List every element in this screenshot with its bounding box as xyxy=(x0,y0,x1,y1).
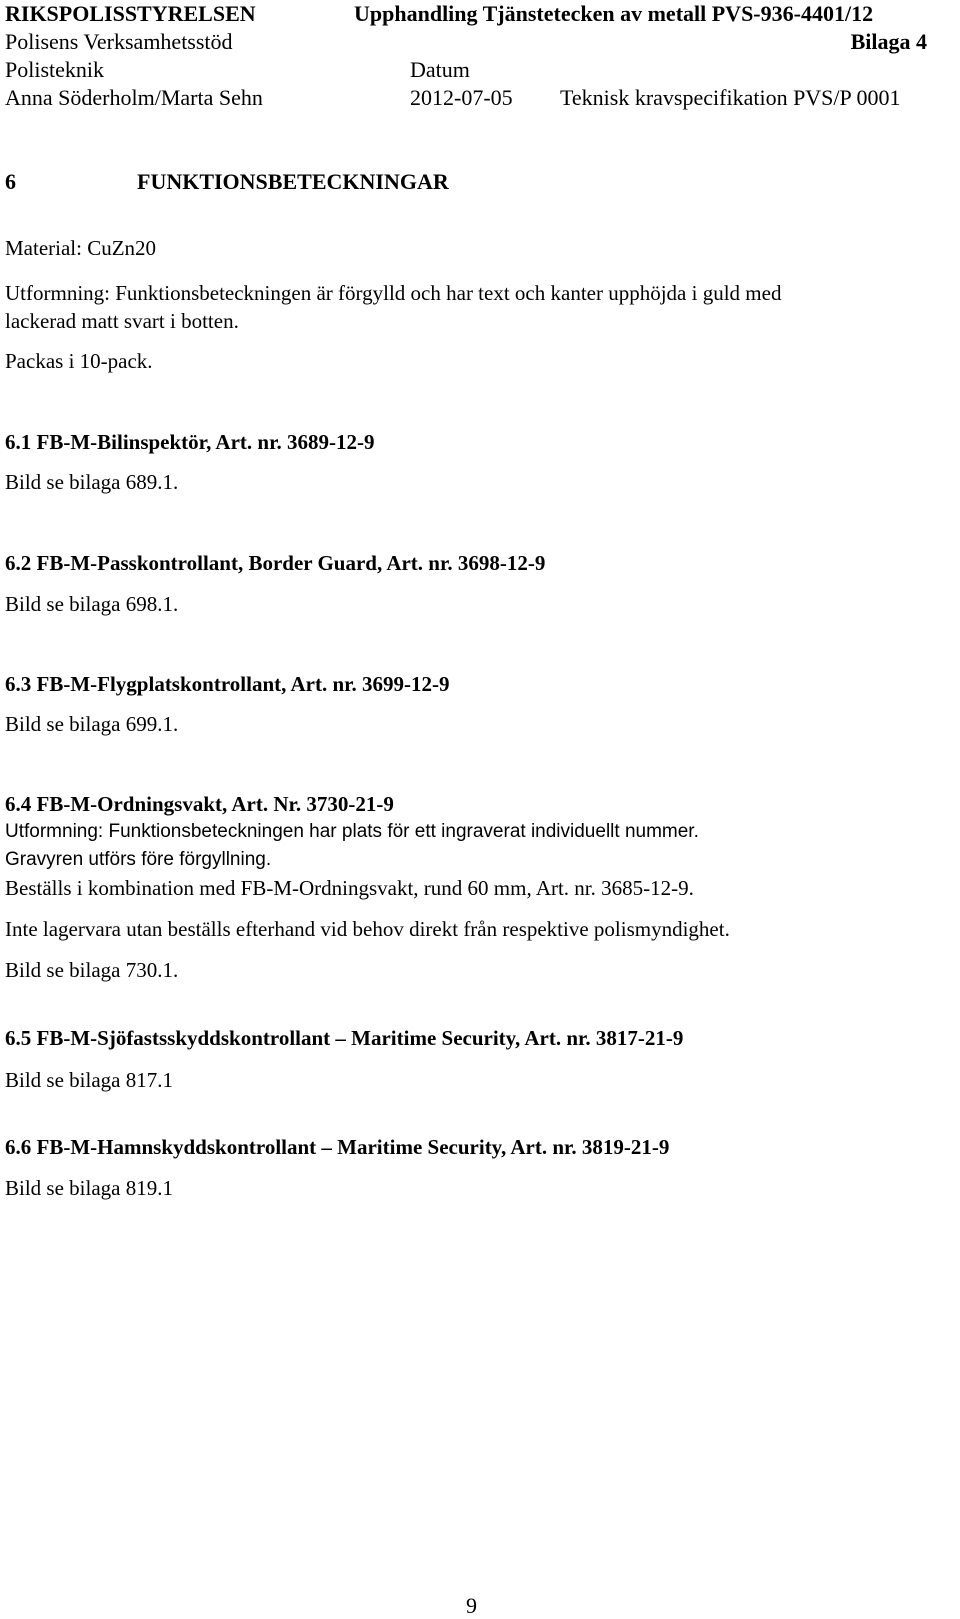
design-line-1: Utformning: Funktionsbeteckningen är förgylld och har text och kanter upphöjda i guld med xyxy=(5,281,782,305)
header-procurement: Upphandling Tjänstetecken av metall PVS-936-4401/12 xyxy=(354,1,874,26)
material-line: Material: CuZn20 xyxy=(5,236,157,260)
header-org: RIKSPOLISSTYRELSEN xyxy=(5,1,256,26)
item-6-1-ref: Bild se bilaga 689.1. xyxy=(5,470,179,494)
item-6-2-ref: Bild se bilaga 698.1. xyxy=(5,592,179,616)
item-6-4-ref: Bild se bilaga 730.1. xyxy=(5,958,179,982)
section-title: FUNKTIONSBETECKNINGAR xyxy=(137,169,449,194)
item-6-3-heading: 6.3 FB-M-Flygplatskontrollant, Art. nr. 3699-12-9 xyxy=(5,672,450,696)
item-6-6-ref: Bild se bilaga 819.1 xyxy=(5,1176,173,1200)
section-number: 6 xyxy=(5,169,16,194)
item-6-4-line-2: Gravyren utförs före förgyllning. xyxy=(5,849,272,870)
item-6-4-line-4: Inte lagervara utan beställs efterhand vid behov direkt från respektive polismyndighet. xyxy=(5,917,730,941)
design-line-2: lackerad matt svart i botten. xyxy=(5,309,239,333)
item-6-4-line-1: Utformning: Funktionsbeteckningen har plats för ett ingraverat individuellt nummer. xyxy=(5,821,699,842)
item-6-5-ref: Bild se bilaga 817.1 xyxy=(5,1068,173,1092)
item-6-5-heading: 6.5 FB-M-Sjöfastsskyddskontrollant – Maritime Security, Art. nr. 3817-21-9 xyxy=(5,1026,684,1050)
header-authors: Anna Söderholm/Marta Sehn xyxy=(5,85,263,110)
header-date-label: Datum xyxy=(410,57,470,82)
header-unit: Polisteknik xyxy=(5,57,105,82)
item-6-2-heading: 6.2 FB-M-Passkontrollant, Border Guard, Art. nr. 3698-12-9 xyxy=(5,551,546,575)
item-6-4-line-3: Beställs i kombination med FB-M-Ordningsvakt, rund 60 mm, Art. nr. 3685-12-9. xyxy=(5,876,694,900)
header-date: 2012-07-05 xyxy=(410,85,513,110)
packing-line: Packas i 10-pack. xyxy=(5,349,153,373)
item-6-1-heading: 6.1 FB-M-Bilinspektör, Art. nr. 3689-12-9 xyxy=(5,430,375,454)
header-attachment: Bilaga 4 xyxy=(850,29,927,54)
item-6-3-ref: Bild se bilaga 699.1. xyxy=(5,712,179,736)
header-dept: Polisens Verksamhetsstöd xyxy=(5,29,233,54)
page-number: 9 xyxy=(466,1593,477,1618)
header-spec: Teknisk kravspecifikation PVS/P 0001 xyxy=(560,85,901,110)
item-6-4-heading: 6.4 FB-M-Ordningsvakt, Art. Nr. 3730-21-9 xyxy=(5,792,394,816)
item-6-6-heading: 6.6 FB-M-Hamnskyddskontrollant – Maritime Security, Art. nr. 3819-21-9 xyxy=(5,1135,670,1159)
